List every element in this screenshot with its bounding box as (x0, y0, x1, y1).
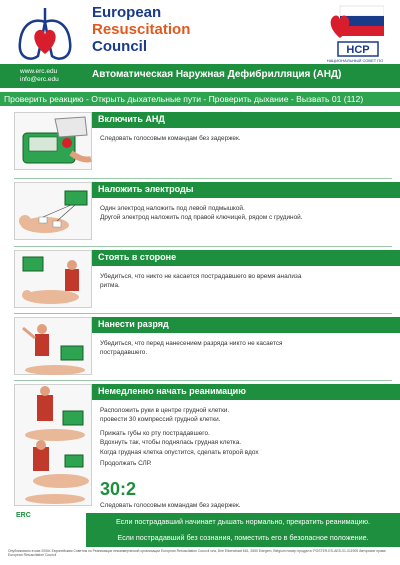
erc-footer-logo: ERC (16, 512, 31, 519)
ratio-note: Следовать голосовым командам без задержек. (100, 502, 241, 509)
electrodes-illustration (14, 182, 92, 240)
aed-device-illustration (14, 112, 92, 170)
org-name: European Resuscitation Council (92, 4, 191, 55)
section-body-2: Один электрод наложить под левой подмышкой. Другой электрод наложить под правой ключицей, рядом с грудиной. (100, 205, 303, 222)
cpr-illustration (14, 384, 92, 506)
section-body-4: Убедиться, что перед нанесением разряда никто не касается пострадавшего. (100, 340, 283, 357)
shock-illustration (14, 317, 92, 375)
divider (14, 313, 392, 314)
divider (14, 380, 392, 381)
divider (14, 178, 392, 179)
section-heading-3: Стоять в стороне (92, 250, 400, 266)
divider (14, 246, 392, 247)
erc-lungs-heart-logo (14, 4, 76, 66)
footer-bar (86, 513, 400, 547)
section-heading-1: Включить АНД (92, 112, 400, 128)
fine-print: Опубликовано в мае 2006г. Европейским Советом по Реанимации некоммерческой организации European Resuscitation Council vzw, Drie Eikenstraat 661, 2650 Edegem, Belgium номер продукта: POSTER-ES-AED-01-011905 Авторские права European Resuscitation Council (8, 549, 386, 558)
email-link[interactable]: info@erc.edu (20, 76, 59, 83)
page-title: Автоматическая Наружная Дефибрилляция (АНД) (92, 69, 342, 80)
section-heading-5: Немедленно начать реанимацию (92, 384, 400, 400)
nsr-logo (326, 4, 384, 62)
section-body-1: Следовать голосовым командам без задержек. (100, 135, 241, 142)
section-body-3: Убедиться, что никто не касается пострадавшего во время анализа ритма. (100, 273, 302, 290)
stand-clear-illustration (14, 250, 92, 308)
steps-bar (0, 92, 400, 106)
section-heading-4: Нанести разряд (92, 317, 400, 333)
footer-line-2: Если пострадавший без сознания, поместить его в безопасное положение. (117, 533, 369, 542)
nsr-abbr: НСР (346, 44, 370, 56)
steps-text: Проверить реакцию - Открыть дыхательные пути - Проверить дыхание - Вызвать 01 (112) (4, 94, 364, 104)
section-heading-2: Наложить электроды (92, 182, 400, 198)
section-body-5: Расположить руки в центре грудной клетки. провести 30 компрессий грудной клетки. Прижать губы ко рту пострадавшего. Вдохнуть так, чтобы поднялась грудная клетка. Когда грудная клетка опустится, сделать второй вдох Продолжать СЛР. (100, 407, 259, 468)
contact-info (20, 68, 59, 84)
footer-line-1: Если пострадавший начинает дышать нормально, прекратить реанимацию. (115, 517, 371, 526)
compression-ratio: 30:2 (100, 479, 137, 499)
title-bar (0, 64, 400, 88)
nsr-caption: НАЦИОНАЛЬНЫЙ СОВЕТ ПО (326, 58, 384, 63)
website-link[interactable]: www.erc.edu (20, 68, 58, 75)
